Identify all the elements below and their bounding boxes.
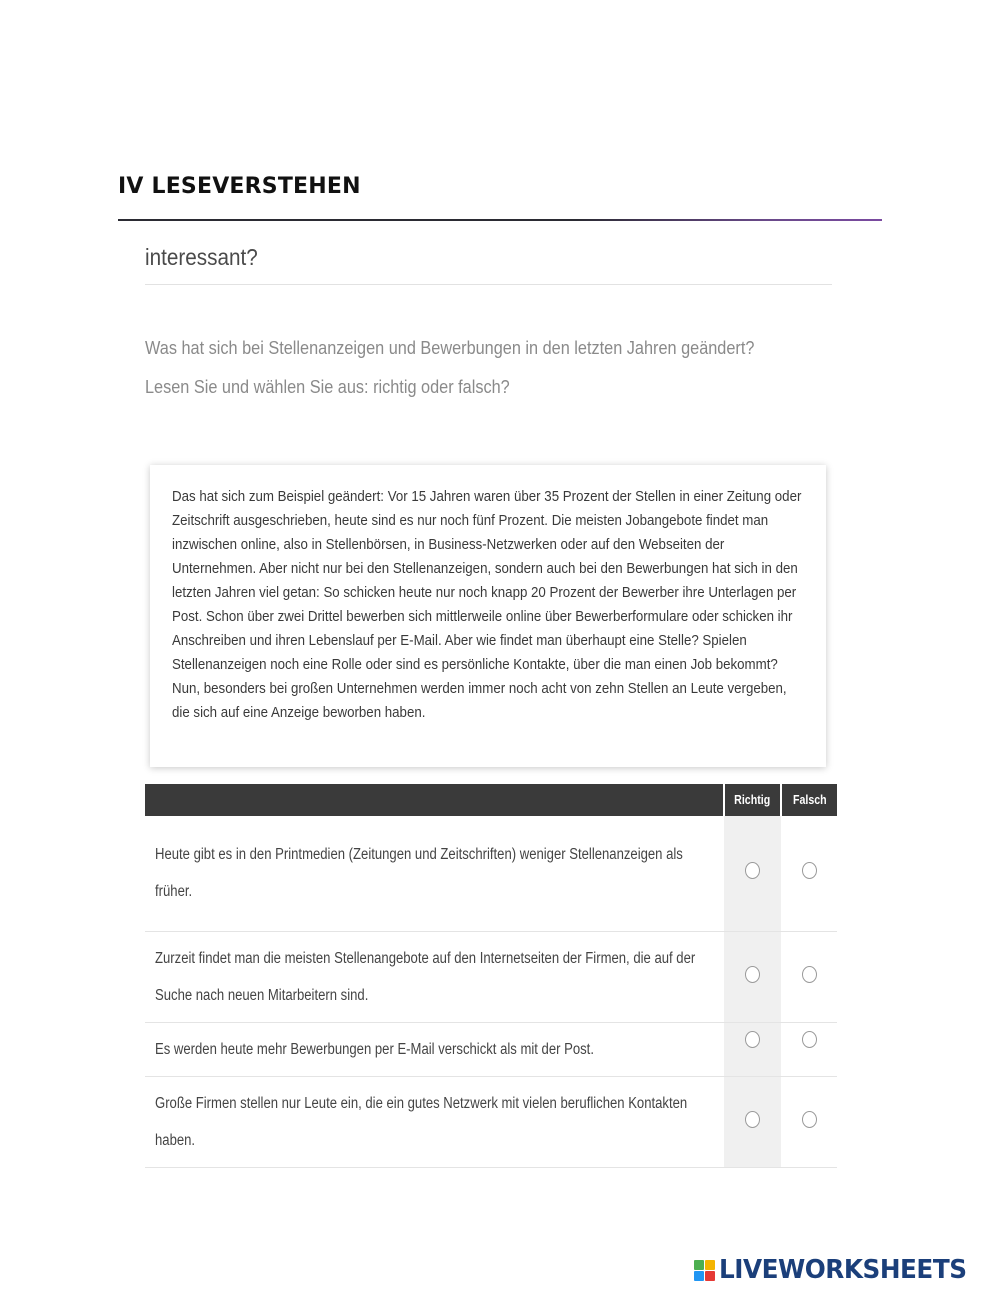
- statement-row-2: [145, 931, 837, 1022]
- falsch-radio-3[interactable]: [802, 1031, 817, 1048]
- reading-text: Das hat sich zum Beispiel geändert: Vor 15 Jahren waren über 35 Prozent der Stellen in einer Zeitung oder Zeitschrift ausgeschrieben, heute sind es nur noch fünf Prozent. Die meisten Jobangebote findet man inzwischen online, also in Stellenbörsen, in Business-Netzwerken oder auf den Webseiten der Unternehmen. Aber nicht nur bei den Stellenanzeigen, sondern auch bei den Bewerbungen hat sich in den letzten Jahren viel getan: So schicken heute nur noch knapp 20 Prozent der Bewerber ihre Unterlagen per Post. Schon über zwei Drittel bewerben sich mittlerweile online über Bewerberformulare oder schicken ihr Anschreiben und ihren Lebenslauf per E-Mail. Aber wie findet man überhaupt eine Stelle? Spielen Stellenanzeigen noch eine Rolle oder sind es persönliche Kontakte, über die man einen Job bekommt? Nun, besonders bei großen Unternehmen werden immer noch acht von zehn Stellen an Leute vergeben, die sich auf eine Anzeige beworben haben.: [172, 488, 802, 721]
- statement-row-1: [145, 816, 837, 931]
- section-heading: IV LESEVERSTEHEN: [118, 174, 361, 199]
- statement-text: Zurzeit findet man die meisten Stellenangebote auf den Internetseiten der Firmen, die auf der Suche nach neuen Mitarbeitern sind.: [145, 931, 724, 1022]
- statement-text: Heute gibt es in den Printmedien (Zeitungen und Zeitschriften) weniger Stellenanzeigen als früher.: [145, 816, 724, 931]
- falsch-column-header: Falsch: [781, 784, 837, 816]
- page-subtitle: interessant?: [145, 244, 258, 270]
- falsch-radio-2[interactable]: [802, 966, 817, 983]
- richtig-radio-4[interactable]: [745, 1111, 760, 1128]
- table-header-row: [145, 784, 837, 816]
- true-false-table: [145, 784, 837, 1168]
- richtig-radio-1[interactable]: [745, 862, 760, 879]
- falsch-radio-4[interactable]: [802, 1111, 817, 1128]
- liveworksheets-logo-icon: [694, 1260, 715, 1281]
- statement-text: Große Firmen stellen nur Leute ein, die ein gutes Netzwerk mit vielen beruflichen Kontakten haben.: [145, 1076, 724, 1167]
- statement-column-header: [145, 784, 724, 816]
- liveworksheets-brand: [694, 1254, 980, 1286]
- reading-text-box: [150, 465, 826, 767]
- intro-question: Was hat sich bei Stellenanzeigen und Bewerbungen in den letzten Jahren geändert?: [145, 337, 755, 358]
- statement-row-3: [145, 1022, 837, 1076]
- heading-divider: [118, 219, 882, 221]
- falsch-radio-1[interactable]: [802, 862, 817, 879]
- subtitle-divider: [145, 284, 832, 285]
- brand-name: LIVEWORKSHEETS: [719, 1255, 967, 1285]
- statement-text: Es werden heute mehr Bewerbungen per E-Mail verschickt als mit der Post.: [145, 1022, 724, 1076]
- task-instruction: Lesen Sie und wählen Sie aus: richtig oder falsch?: [145, 376, 510, 397]
- richtig-column-header: Richtig: [724, 784, 781, 816]
- statement-row-4: [145, 1076, 837, 1167]
- richtig-radio-2[interactable]: [745, 966, 760, 983]
- richtig-radio-3[interactable]: [745, 1031, 760, 1048]
